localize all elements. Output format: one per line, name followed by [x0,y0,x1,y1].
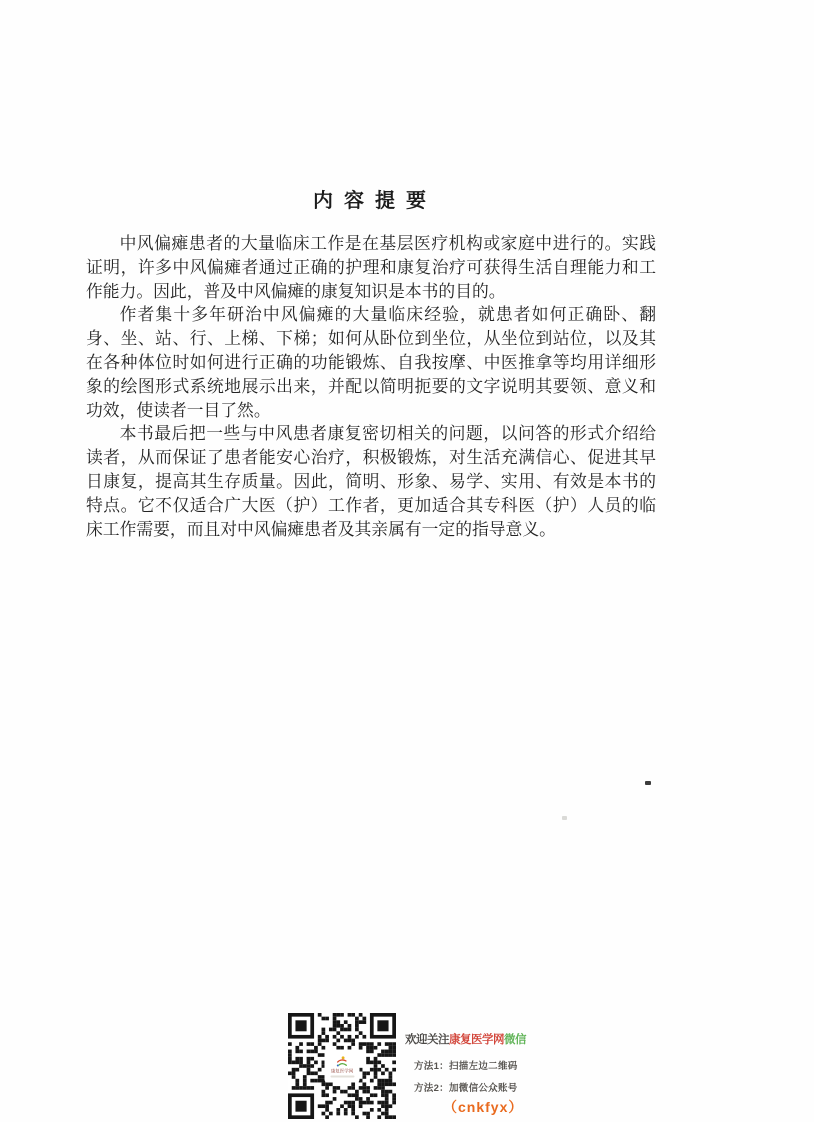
qr-center-logo [325,1050,360,1083]
content-summary [86,184,656,541]
ink-speck [645,781,651,785]
method1-line: 方法1：扫描左边二维码 [414,1061,518,1072]
paragraph-2: 作者集十多年研治中风偏瘫的大量临床经验，就患者如何正确卧、翻身、坐、站、行、上梯、下梯；如何从卧位到坐位，从坐位到站位，以及其在各种体位时如何进行正确的功能锻炼、自我按摩、中医推拿等均用详细形象的绘图形式系统地展示出来，并配以简明扼要的文字说明其要领、意义和功效，使读者一目了然。 [86,305,656,420]
paragraph-1: 中风偏瘫患者的大量临床工作是在基层医疗机构或家庭中进行的。实践证明，许多中风偏瘫者通过正确的护理和康复治疗可获得生活自理能力和工作能力。因此，普及中风偏瘫的康复知识是本书的目的。 [86,234,656,301]
wechat-account-id: （cnkfyx） [443,1099,524,1115]
wechat-label: 微信 [504,1034,526,1046]
paragraph-3: 本书最后把一些与中风患者康复密切相关的问题，以问答的形式介绍给读者，从而保证了患者能安心治疗，积极锻炼，对生活充满信心、促进其早日康复，提高其生存质量。因此，简明、形象、易学、实用、有效是本书的特点。它不仅适合广大医（护）工作者，更加适合其专科医（护）人员的临床工作需要，而且对中风偏瘫患者及其亲属有一定的指导意义。 [86,424,656,539]
qr-logo-subline [330,1075,354,1077]
wechat-promo-text [405,1031,526,1117]
welcome-line [405,1031,526,1047]
welcome-prefix: 欢迎关注 [405,1034,449,1046]
brand-name: 康复医学网 [449,1034,504,1046]
qr-logo-text: 康复医学网 [330,1068,354,1074]
page-title: 内 容 提 要 [313,190,429,212]
qr-code [288,1013,396,1119]
rehab-network-logo-icon [335,1055,350,1068]
method2-line: 方法2：加微信公众账号 [414,1083,518,1094]
ink-speck [562,816,567,820]
